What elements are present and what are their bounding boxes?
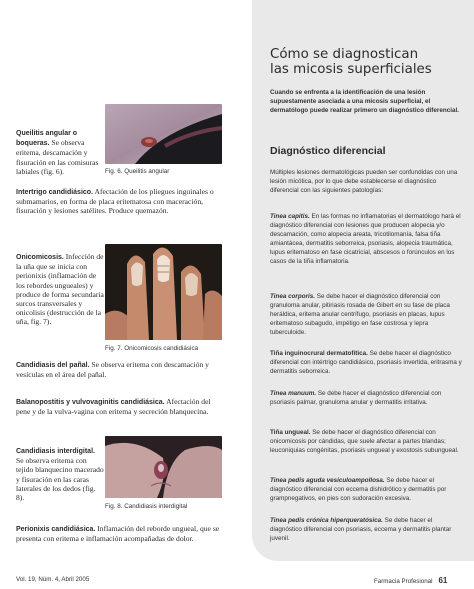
para-text: Se debe hacer el diagnóstico diferencial con intértrigo candidiásico, psoriasis invertida, eritrasma y dermatitis seborreica. — [270, 350, 462, 375]
entry-term: Candidiasis del pañal. — [16, 362, 90, 369]
entry-term: Onicomicosis. — [16, 254, 64, 261]
figure-6-caption: Fig. 6. Queilitis angular — [105, 168, 170, 175]
para-term: Tinea pedis crónica hiperqueratósica. — [270, 517, 383, 524]
para-text: Se debe hacer el diagnóstico diferencial con eccema dishidrótico y dermatitis por grampnegativos, en pies con sudoración excesiva. — [270, 477, 447, 502]
sidebar-para-tinea-capitis — [270, 213, 462, 266]
footer-journal-name: Farmacia Profesional — [374, 578, 433, 585]
para-term: Tiña ungueal. — [270, 429, 311, 436]
entry-onicomicosis — [16, 252, 104, 327]
entry-text: Afectación de los pliegues inguinales o submamarios, en forma de placa eritematosa con maceración, fisuración y lesiones satélites. Produce quemazón. — [16, 187, 214, 216]
page-number: 61 — [438, 576, 448, 585]
sidebar-box — [252, 0, 474, 561]
para-term: Tinea pedis aguda vesiculoampollosa. — [270, 477, 385, 484]
para-text: Se debe hacer el diagnóstico diferencial con psoriasis palmar, granuloma anular y dermatitis irritativa. — [270, 390, 442, 406]
sidebar-para-tinea-manuum — [270, 390, 462, 408]
entry-text: Se observa eritema con tejido blanquecino macerado y fisuración en las caras laterales de los dedos (fig. 8). — [16, 456, 104, 503]
entry-term: Perionixis candidiásica. — [16, 526, 96, 533]
entry-perionixis — [16, 524, 224, 543]
para-term: Tiña inguinocrural dermatofítica. — [270, 350, 368, 357]
figure-8-photo — [105, 436, 222, 498]
sidebar-para-tinea-pedis-aguda — [270, 477, 462, 504]
entry-term: Candidiasis interdigital. — [16, 448, 95, 455]
figure-6-photo — [105, 104, 222, 164]
entry-intertrigo — [16, 187, 224, 216]
entry-text: Inflamación del reborde ungueal, que se presenta con eritema e inflamación acompañadas de dolor. — [16, 524, 220, 544]
sidebar-para-tinea-corporis — [270, 293, 462, 338]
para-term: Tinea capitis. — [270, 213, 310, 220]
entry-text: Afectación del pene y de la vulva-vagina con eritema y secreción blanquecina. — [16, 397, 211, 417]
para-text: Se debe hacer el diagnóstico diferencial con granuloma anular, pitiriasis rosada de Gibert en su fase de placa heráldica, eritema anular centrífugo, psoriasis en placas, lupus eritematoso subagudo, impétigo en fase costrosa y lepra tuberculoide. — [270, 293, 450, 336]
figure-7-photo — [105, 244, 222, 340]
para-text: En las formas no inflamatorias el dermatólogo hará el diagnóstico diferencial con lesiones que producen alopecia y/o descamación, como alopecia areata, tricotilomanía, falsa tiña amiantácea, dermatitis seborreica, psoriasis, alopecia traumática, lupus eritematoso en fase cicatricial, abscesos o forúnculos en los casos de la tiña inflamatoria. — [270, 213, 461, 265]
entry-term: Intertrigo candidiásico. — [16, 189, 94, 196]
entry-panal — [16, 360, 224, 379]
entry-interdigital — [16, 446, 104, 502]
para-term: Tinea corporis. — [270, 293, 316, 300]
sidebar-lead: Múltiples lesiones dermatológicas pueden ser confundidas con una lesión micótica, por lo que debe establecerse el diagnóstico diferencial con las siguientes patologías: — [270, 169, 458, 194]
figure-8-caption: Fig. 8. Candidiasis interdigital — [105, 503, 188, 510]
sidebar-title-line-2: las micosis superficiales — [270, 62, 432, 77]
para-term: Tinea manuum. — [270, 390, 317, 397]
sidebar-para-tina-inguinocrural — [270, 350, 462, 377]
figure-7-caption: Fig. 7. Onicomicosis candidiásica — [105, 345, 199, 352]
entry-term: Queilitis angular o boqueras. — [16, 130, 78, 148]
para-text: Se debe hacer el diagnóstico diferencial con onicomicosis por cándidas, que suele afectar a partes blandas; leuconiquias congénitas, psoriasis ungueal y exostosis subungueal. — [270, 429, 459, 454]
entry-queilitis — [16, 128, 104, 176]
entry-text: Infección de la uña que se inicia con perionixis (inflamación de los rebordes ungueales) y produce de forma secundaria surcos transversales y onicolisis (destrucción de la uña, fig. 7). — [16, 252, 104, 327]
sidebar-para-tina-ungueal — [270, 429, 462, 456]
entry-text: Se observa eritema con descamación y vesículas en el área del pañal. — [16, 360, 209, 380]
sidebar-para-tinea-pedis-cronica — [270, 517, 462, 544]
entry-term: Balanopostitis y vulvovaginitis candidiásica. — [16, 399, 165, 406]
sidebar-title-line-1: Cómo se diagnostican — [270, 47, 419, 62]
sidebar-title — [270, 47, 470, 77]
footer-issue: Vol. 19, Núm. 4, Abril 2005 — [16, 576, 90, 583]
entry-balanopostitis — [16, 397, 224, 416]
para-text: Se debe hacer el diagnóstico diferencial con psoriasis, eccema y dermatitis plantar juvenil. — [270, 517, 452, 542]
footer-journal — [374, 576, 447, 585]
sidebar-heading: Diagnóstico diferencial — [270, 145, 386, 157]
entry-text: Se observa eritema, descamación y fisuración en las comisuras labiales (fig. 6). — [16, 138, 99, 176]
sidebar-intro: Cuando se enfrenta a la identificación de una lesión supuestamente asociada a una micosis superficial, el dermatólogo puede realizar primero un diagnóstico diferencial. — [270, 89, 459, 114]
